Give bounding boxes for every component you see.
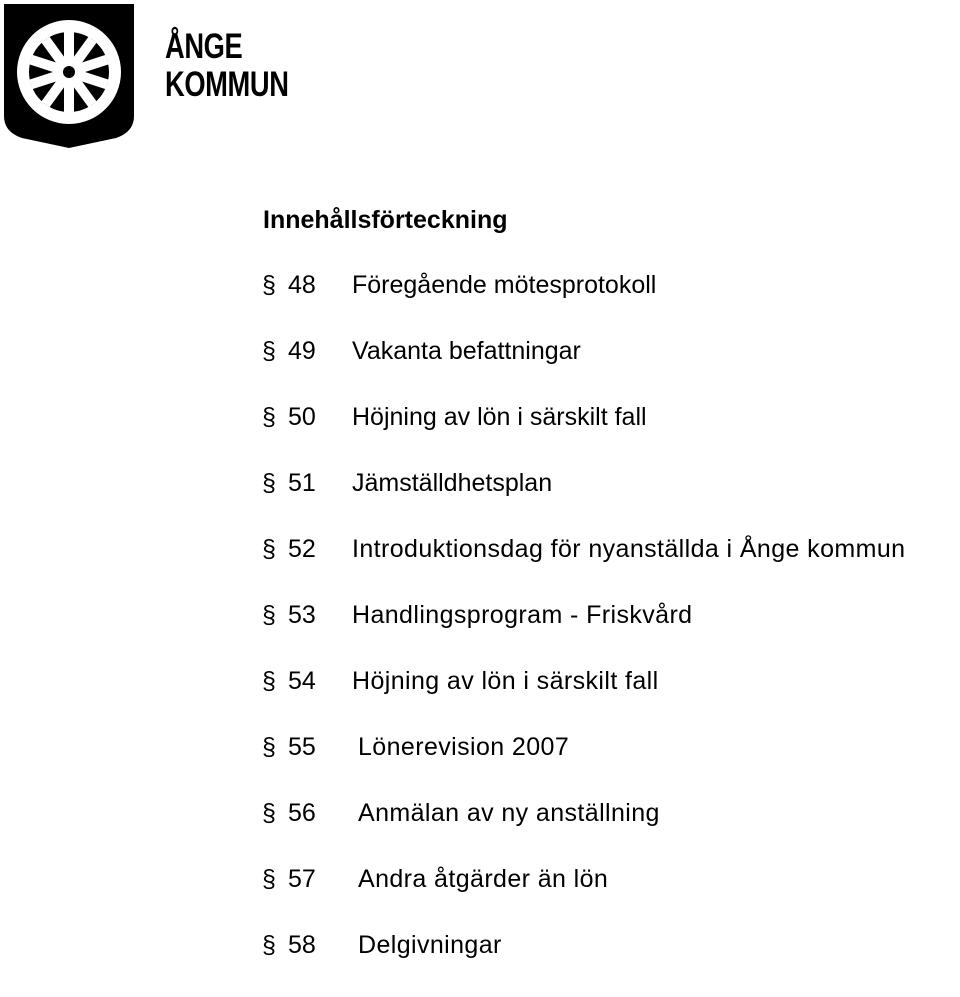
section-symbol: §	[262, 469, 276, 497]
toc-entry-title: Lönerevision 2007	[358, 733, 570, 761]
toc-entry-number: 56	[288, 799, 316, 827]
section-symbol: §	[262, 271, 276, 299]
section-symbol: §	[262, 601, 276, 629]
toc-entry-title: Andra åtgärder än lön	[358, 865, 609, 893]
toc-entry-title: Höjning av lön i särskilt fall	[352, 667, 659, 695]
toc-entry	[262, 403, 960, 469]
toc-entry-number: 49	[288, 337, 316, 365]
section-symbol: §	[262, 799, 276, 827]
toc-entry	[262, 667, 960, 733]
section-symbol: §	[262, 733, 276, 761]
section-symbol: §	[262, 865, 276, 893]
toc-entry-number: 58	[288, 931, 316, 959]
toc-entry	[262, 271, 960, 337]
toc-entry-title: Handlingsprogram - Friskvård	[352, 601, 693, 629]
toc-entry-title: Föregående mötesprotokoll	[352, 271, 657, 299]
section-symbol: §	[262, 535, 276, 563]
table-of-contents	[262, 271, 960, 997]
toc-entry	[262, 799, 960, 865]
toc-entry-title: Introduktionsdag för nyanställda i Ånge kommun	[352, 535, 906, 563]
toc-entry-number: 54	[288, 667, 316, 695]
toc-heading: Innehållsförteckning	[263, 206, 508, 234]
section-symbol: §	[262, 403, 276, 431]
toc-entry-number: 52	[288, 535, 316, 563]
toc-entry-title: Delgivningar	[358, 931, 502, 959]
toc-entry	[262, 535, 960, 601]
toc-entry-number: 57	[288, 865, 316, 893]
toc-entry	[262, 469, 960, 535]
section-symbol: §	[262, 337, 276, 365]
toc-entry-number: 51	[288, 469, 316, 497]
toc-entry	[262, 337, 960, 403]
municipality-name-line2: KOMMUN	[165, 65, 289, 104]
section-symbol: §	[262, 667, 276, 695]
document-header	[0, 0, 300, 150]
toc-entry-number: 53	[288, 601, 316, 629]
toc-entry-title: Vakanta befattningar	[352, 337, 581, 365]
section-symbol: §	[262, 931, 276, 959]
toc-entry-title: Anmälan av ny anställning	[358, 799, 660, 827]
toc-entry-number: 55	[288, 733, 316, 761]
toc-entry	[262, 601, 960, 667]
toc-entry	[262, 865, 960, 931]
municipality-name-line1: ÅNGE	[165, 27, 243, 66]
toc-entry	[262, 931, 960, 997]
toc-entry-title: Höjning av lön i särskilt fall	[352, 403, 647, 431]
toc-entry-title: Jämställdhetsplan	[352, 469, 553, 497]
municipality-name	[165, 28, 289, 104]
toc-entry-number: 50	[288, 403, 316, 431]
toc-entry-number: 48	[288, 271, 316, 299]
toc-entry	[262, 733, 960, 799]
coat-of-arms-wheel-icon	[4, 4, 134, 148]
